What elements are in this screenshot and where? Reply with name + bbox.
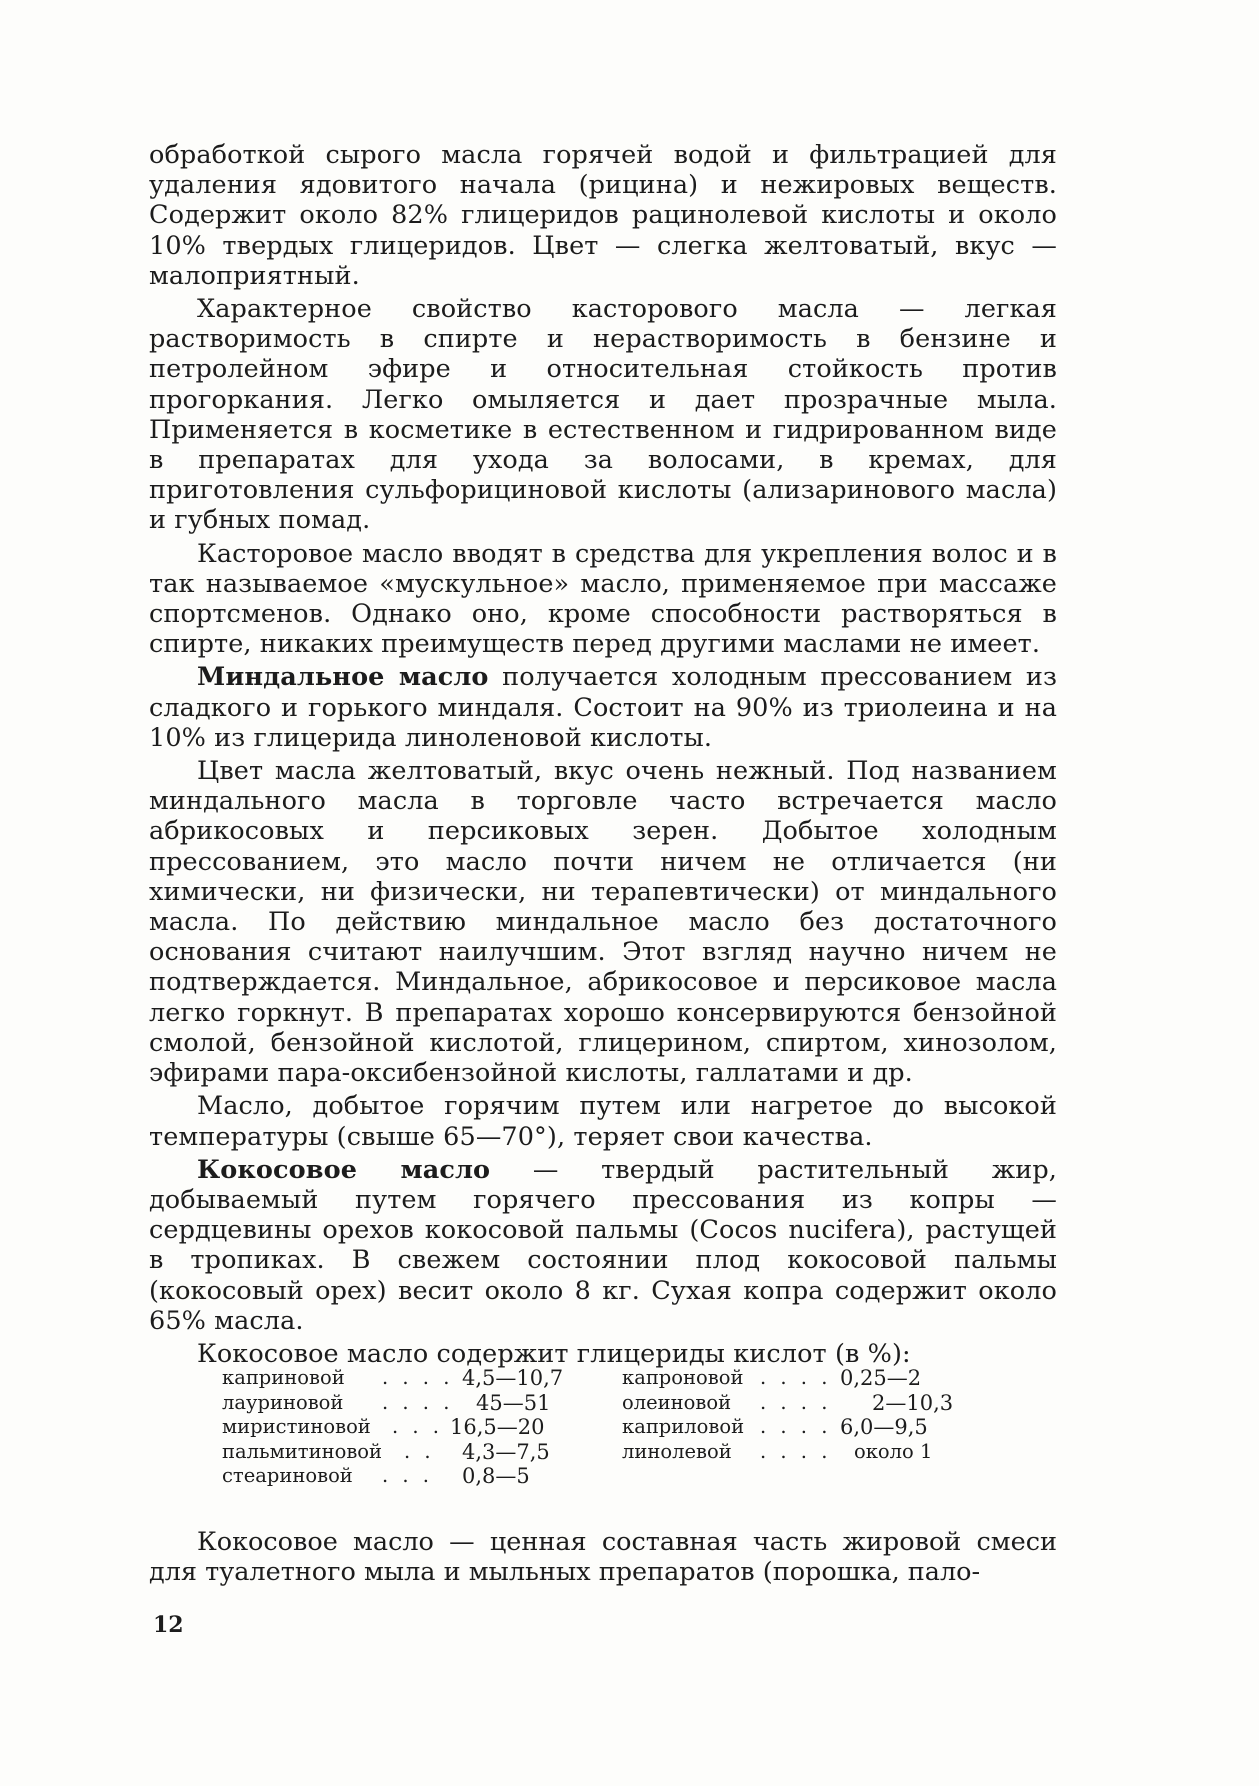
table-row xyxy=(622,1391,953,1416)
acid-value: 0,8—5 xyxy=(462,1464,530,1488)
paragraph: обработкой сырого масла горячей водой и фильтрацией для удаления ядовитого начала (рицина) и нежировых веществ. Содержит около 82% глицеридов рацинолевой кислоты и около 10% твердых глицеридов. Цвет — слегка желтоватый, вкус — малоприятный. xyxy=(149,140,1057,291)
closing-text xyxy=(149,1527,1057,1587)
table-row xyxy=(222,1440,563,1465)
paragraph: Характерное свойство касторового масла — легкая растворимость в спирте и нерастворимость в бензине и петролейном эфире и относительная стойкость против прогоркания. Легко омыляется и дает прозрачные мыла. Применяется в косметике в естественном и гидрированном виде в препаратах для ухода за волосами, в кремах, для приготовления сульфорициновой кислоты (ализаринового масла) и губных помад. xyxy=(149,294,1057,536)
acid-column-right xyxy=(622,1366,953,1464)
paragraph: Кокосовое масло — ценная составная часть жировой смеси для туалетного мыла и мыльных препаратов (порошка, пало- xyxy=(149,1527,1057,1588)
leader-dots: . . . xyxy=(392,1415,443,1438)
table-intro: Кокосовое масло содержит глицериды кислот (в %): xyxy=(197,1338,911,1369)
paragraph: Касторовое масло вводят в средства для укрепления волос и в так называемое «мускульное» масло, применяемое при массаже спортсменов. Однако оно, кроме способности растворяться в спирте, никаких преимуществ перед другими маслами не имеет. xyxy=(149,538,1057,660)
table-row xyxy=(222,1415,563,1440)
acid-value: 45—51 xyxy=(476,1390,551,1415)
acid-name: лауриновой xyxy=(222,1390,344,1414)
main-text xyxy=(149,140,1057,1369)
paragraph: Масло, добытое горячим путем или нагретое до высокой температуры (свыше 65—70°), теряет свои качества. xyxy=(149,1091,1057,1152)
acid-name: пальмитиновой xyxy=(222,1439,383,1463)
leader-dots: . . . . xyxy=(760,1390,832,1414)
acid-name: стеариновой xyxy=(222,1464,353,1487)
table-row xyxy=(222,1366,563,1391)
paragraph: Цвет масла желтоватый, вкус очень нежный. Под названием миндального масла в торговле часто встречается масло абрикосовых и персиковых зерен. Добытое холодным прессованием, это масло почти ничем не отличается (ни химически, ни физически, ни терапевтически) от миндального масла. По действию миндальное масло без достаточного основания считают наилучшим. Этот взгляд научно ничем не подтверждается. Миндальное, абрикосовое и персиковое масла легко горкнут. В препаратах хорошо консервируются бензойной смолой, бензойной кислотой, глицерином, спиртом, хинозолом, эфирами пара-оксибензойной кислоты, галлатами и др. xyxy=(149,756,1057,1089)
leader-dots: . . . . xyxy=(382,1390,454,1414)
leader-dots: . . . xyxy=(382,1464,433,1487)
table-row xyxy=(222,1464,563,1489)
acid-value: 6,0—9,5 xyxy=(840,1415,928,1439)
acid-name: каприновой xyxy=(222,1366,345,1389)
leader-dots: . . xyxy=(404,1439,435,1463)
acid-name: олеиновой xyxy=(622,1390,732,1414)
leader-dots: . . . . xyxy=(760,1366,832,1389)
table-row xyxy=(222,1391,563,1416)
acid-value: 16,5—20 xyxy=(450,1415,545,1439)
leader-dots: . . . . xyxy=(382,1366,454,1389)
acid-value: около 1 xyxy=(854,1439,933,1463)
page-number: 12 xyxy=(153,1612,184,1638)
acid-column-left xyxy=(222,1366,563,1489)
almond-term: Миндальное масло xyxy=(197,662,489,693)
almond-paragraph xyxy=(149,662,1057,753)
acid-name: миристиновой xyxy=(222,1415,371,1438)
table-row xyxy=(622,1366,953,1391)
acid-value: 4,5—10,7 xyxy=(462,1366,564,1390)
acid-name: капроновой xyxy=(622,1366,744,1389)
almond-text: получается холодным прессованием из сладкого и горького миндаля. Состоит на 90% из триолеина и на 10% из глицерида линоленовой кислоты. xyxy=(149,662,1057,753)
leader-dots: . . . . xyxy=(760,1439,832,1463)
acid-value: 2—10,3 xyxy=(872,1390,954,1415)
acid-name: линолевой xyxy=(622,1439,732,1463)
table-row xyxy=(622,1440,953,1465)
coconut-term: Кокосовое масло xyxy=(197,1154,491,1185)
coconut-paragraph xyxy=(149,1155,1057,1336)
coconut-text: — твердый растительный жир, добываемый путем горячего прессования из копры — сердцевины орехов кокосовой пальмы (Cocos nucifera), растущей в тропиках. В свежем состоянии плод кокосовой пальмы (кокосовый орех) весит около 8 кг. Сухая копра содержит около 65% масла. xyxy=(149,1154,1057,1336)
acid-name: каприловой xyxy=(622,1415,745,1438)
table-row xyxy=(622,1415,953,1440)
acid-value: 4,3—7,5 xyxy=(462,1439,550,1464)
leader-dots: . . . . xyxy=(760,1415,832,1438)
acid-value: 0,25—2 xyxy=(840,1366,922,1390)
